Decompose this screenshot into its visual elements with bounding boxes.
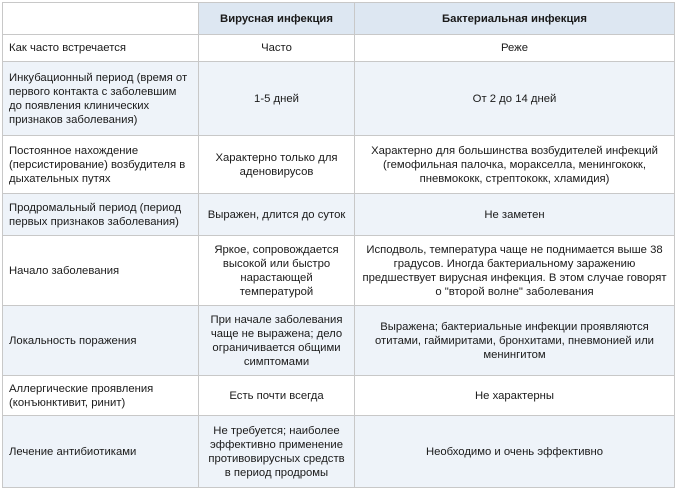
row-label: Аллергические проявления (конъюнктивит, ринит) [3,376,199,416]
viral-cell: Не требуется; наиболее эффективно применение противовирусных средств в период продромы [199,416,355,488]
table-row [3,35,675,62]
bacterial-cell: Реже [355,35,675,62]
viral-cell: Есть почти всегда [199,376,355,416]
row-label: Начало заболевания [3,236,199,306]
row-label: Продромальный период (период первых признаков заболевания) [3,194,199,236]
bacterial-cell: Не характерны [355,376,675,416]
comparison-table [2,2,675,488]
table-row [3,136,675,194]
bacterial-cell: Необходимо и очень эффективно [355,416,675,488]
row-label: Постоянное нахождение (персистирование) возбудителя в дыхательных путях [3,136,199,194]
table-row [3,236,675,306]
bacterial-cell: Исподволь, температура чаще не поднимается выше 38 градусов. Иногда бактериальному заражению предшествует вирусная инфекция. В этом случае говорят о "второй волне" заболевания [355,236,675,306]
header-empty-cell [3,3,199,35]
header-viral: Вирусная инфекция [199,3,355,35]
table-header [3,3,675,35]
row-label: Лечение антибиотиками [3,416,199,488]
table-row [3,62,675,136]
viral-cell: Яркое, сопровождается высокой или быстро нарастающей температурой [199,236,355,306]
table-row [3,376,675,416]
row-label: Инкубационный период (время от первого контакта с заболевшим до появления клинических признаков заболевания) [3,62,199,136]
viral-cell: Характерно только для аденовирусов [199,136,355,194]
table-row [3,306,675,376]
row-label: Локальность поражения [3,306,199,376]
header-row [3,3,675,35]
table-row [3,194,675,236]
row-label: Как часто встречается [3,35,199,62]
bacterial-cell: Характерно для большинства возбудителей инфекций (гемофильная палочка, моракселла, менингококк, пневмококк, стрептококк, хламидия) [355,136,675,194]
viral-cell: При начале заболевания чаще не выражена; дело ограничивается общими симптомами [199,306,355,376]
bacterial-cell: Выражена; бактериальные инфекции проявляются отитами, гаймиритами, бронхитами, пневмонией или менингитом [355,306,675,376]
bacterial-cell: От 2 до 14 дней [355,62,675,136]
viral-cell: 1-5 дней [199,62,355,136]
table-row [3,416,675,488]
viral-cell: Выражен, длится до суток [199,194,355,236]
header-bacterial: Бактериальная инфекция [355,3,675,35]
table-body [3,35,675,488]
bacterial-cell: Не заметен [355,194,675,236]
viral-cell: Часто [199,35,355,62]
